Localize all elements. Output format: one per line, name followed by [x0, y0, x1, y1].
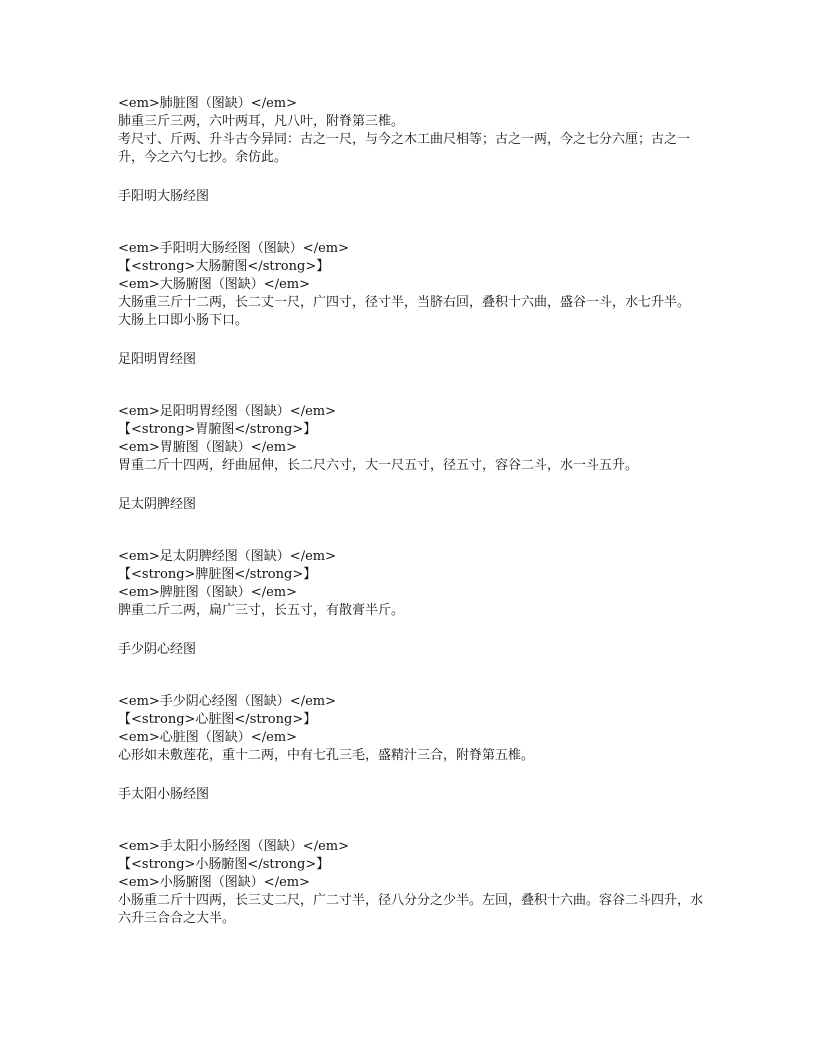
paragraph: 大肠重三斤十二两，长二丈一尺，广四寸，径寸半，当脐右回，叠积十六曲，盛谷一斗，水七升半。 — [118, 295, 691, 310]
paragraph: 脾重二斤二两，扁广三寸，长五寸，有散膏半斤。 — [118, 603, 405, 618]
section-stomach — [118, 403, 706, 475]
paragraph: 大肠上口即小肠下口。 — [118, 313, 249, 328]
figure-title: 【<strong>脾脏图</strong>】 — [118, 567, 317, 582]
figure-missing-note: <em>大肠腑图（图缺）</em> — [118, 277, 310, 292]
section-heart — [118, 693, 706, 765]
figure-missing-note: <em>小肠腑图（图缺）</em> — [118, 875, 310, 890]
figure-missing-note: <em>心脏图（图缺）</em> — [118, 730, 297, 745]
section-heading: 足太阴脾经图 — [118, 497, 197, 512]
figure-missing-note: <em>肺脏图（图缺）</em> — [118, 96, 297, 111]
section-heading: 手阳明大肠经图 — [118, 189, 210, 204]
section-heading: 手太阳小肠经图 — [118, 787, 210, 802]
paragraph: 心形如未敷莲花，重十二两，中有七孔三毛，盛精汁三合，附脊第五椎。 — [118, 748, 535, 763]
figure-missing-note: <em>手阳明大肠经图（图缺）</em> — [118, 241, 349, 256]
section-small-intestine — [118, 838, 706, 928]
document-page — [118, 95, 706, 949]
paragraph: 肺重三斤三两，六叶两耳，凡八叶，附脊第三椎。 — [118, 114, 405, 129]
paragraph: 考尺寸、斤两、升斗古今异同：古之一尺，与今之木工曲尺相等；古之一两，今之七分六厘；古之一升，今之六勺七抄。余仿此。 — [118, 132, 691, 165]
paragraph: 胃重二斤十四两，纡曲屈伸，长二尺六寸，大一尺五寸，径五寸，容谷二斗，水一斗五升。 — [118, 458, 639, 473]
figure-title: 【<strong>心脏图</strong>】 — [118, 712, 317, 727]
section-heading: 足阳明胃经图 — [118, 352, 197, 367]
figure-missing-note: <em>胃腑图（图缺）</em> — [118, 440, 297, 455]
figure-missing-note: <em>足太阴脾经图（图缺）</em> — [118, 549, 336, 564]
figure-missing-note: <em>脾脏图（图缺）</em> — [118, 585, 297, 600]
figure-missing-note: <em>足阳明胃经图（图缺）</em> — [118, 404, 336, 419]
section-lung — [118, 95, 706, 167]
figure-missing-note: <em>手太阳小肠经图（图缺）</em> — [118, 839, 349, 854]
section-heading: 手少阴心经图 — [118, 642, 197, 657]
section-spleen — [118, 548, 706, 620]
section-large-intestine — [118, 240, 706, 330]
paragraph: 小肠重二斤十四两，长三丈二尺，广二寸半，径八分分之少半。左回，叠积十六曲。容谷二斗四升，水六升三合合之大半。 — [118, 893, 704, 926]
figure-title: 【<strong>大肠腑图</strong>】 — [118, 259, 330, 274]
figure-missing-note: <em>手少阴心经图（图缺）</em> — [118, 694, 336, 709]
figure-title: 【<strong>小肠腑图</strong>】 — [118, 857, 330, 872]
figure-title: 【<strong>胃腑图</strong>】 — [118, 422, 317, 437]
